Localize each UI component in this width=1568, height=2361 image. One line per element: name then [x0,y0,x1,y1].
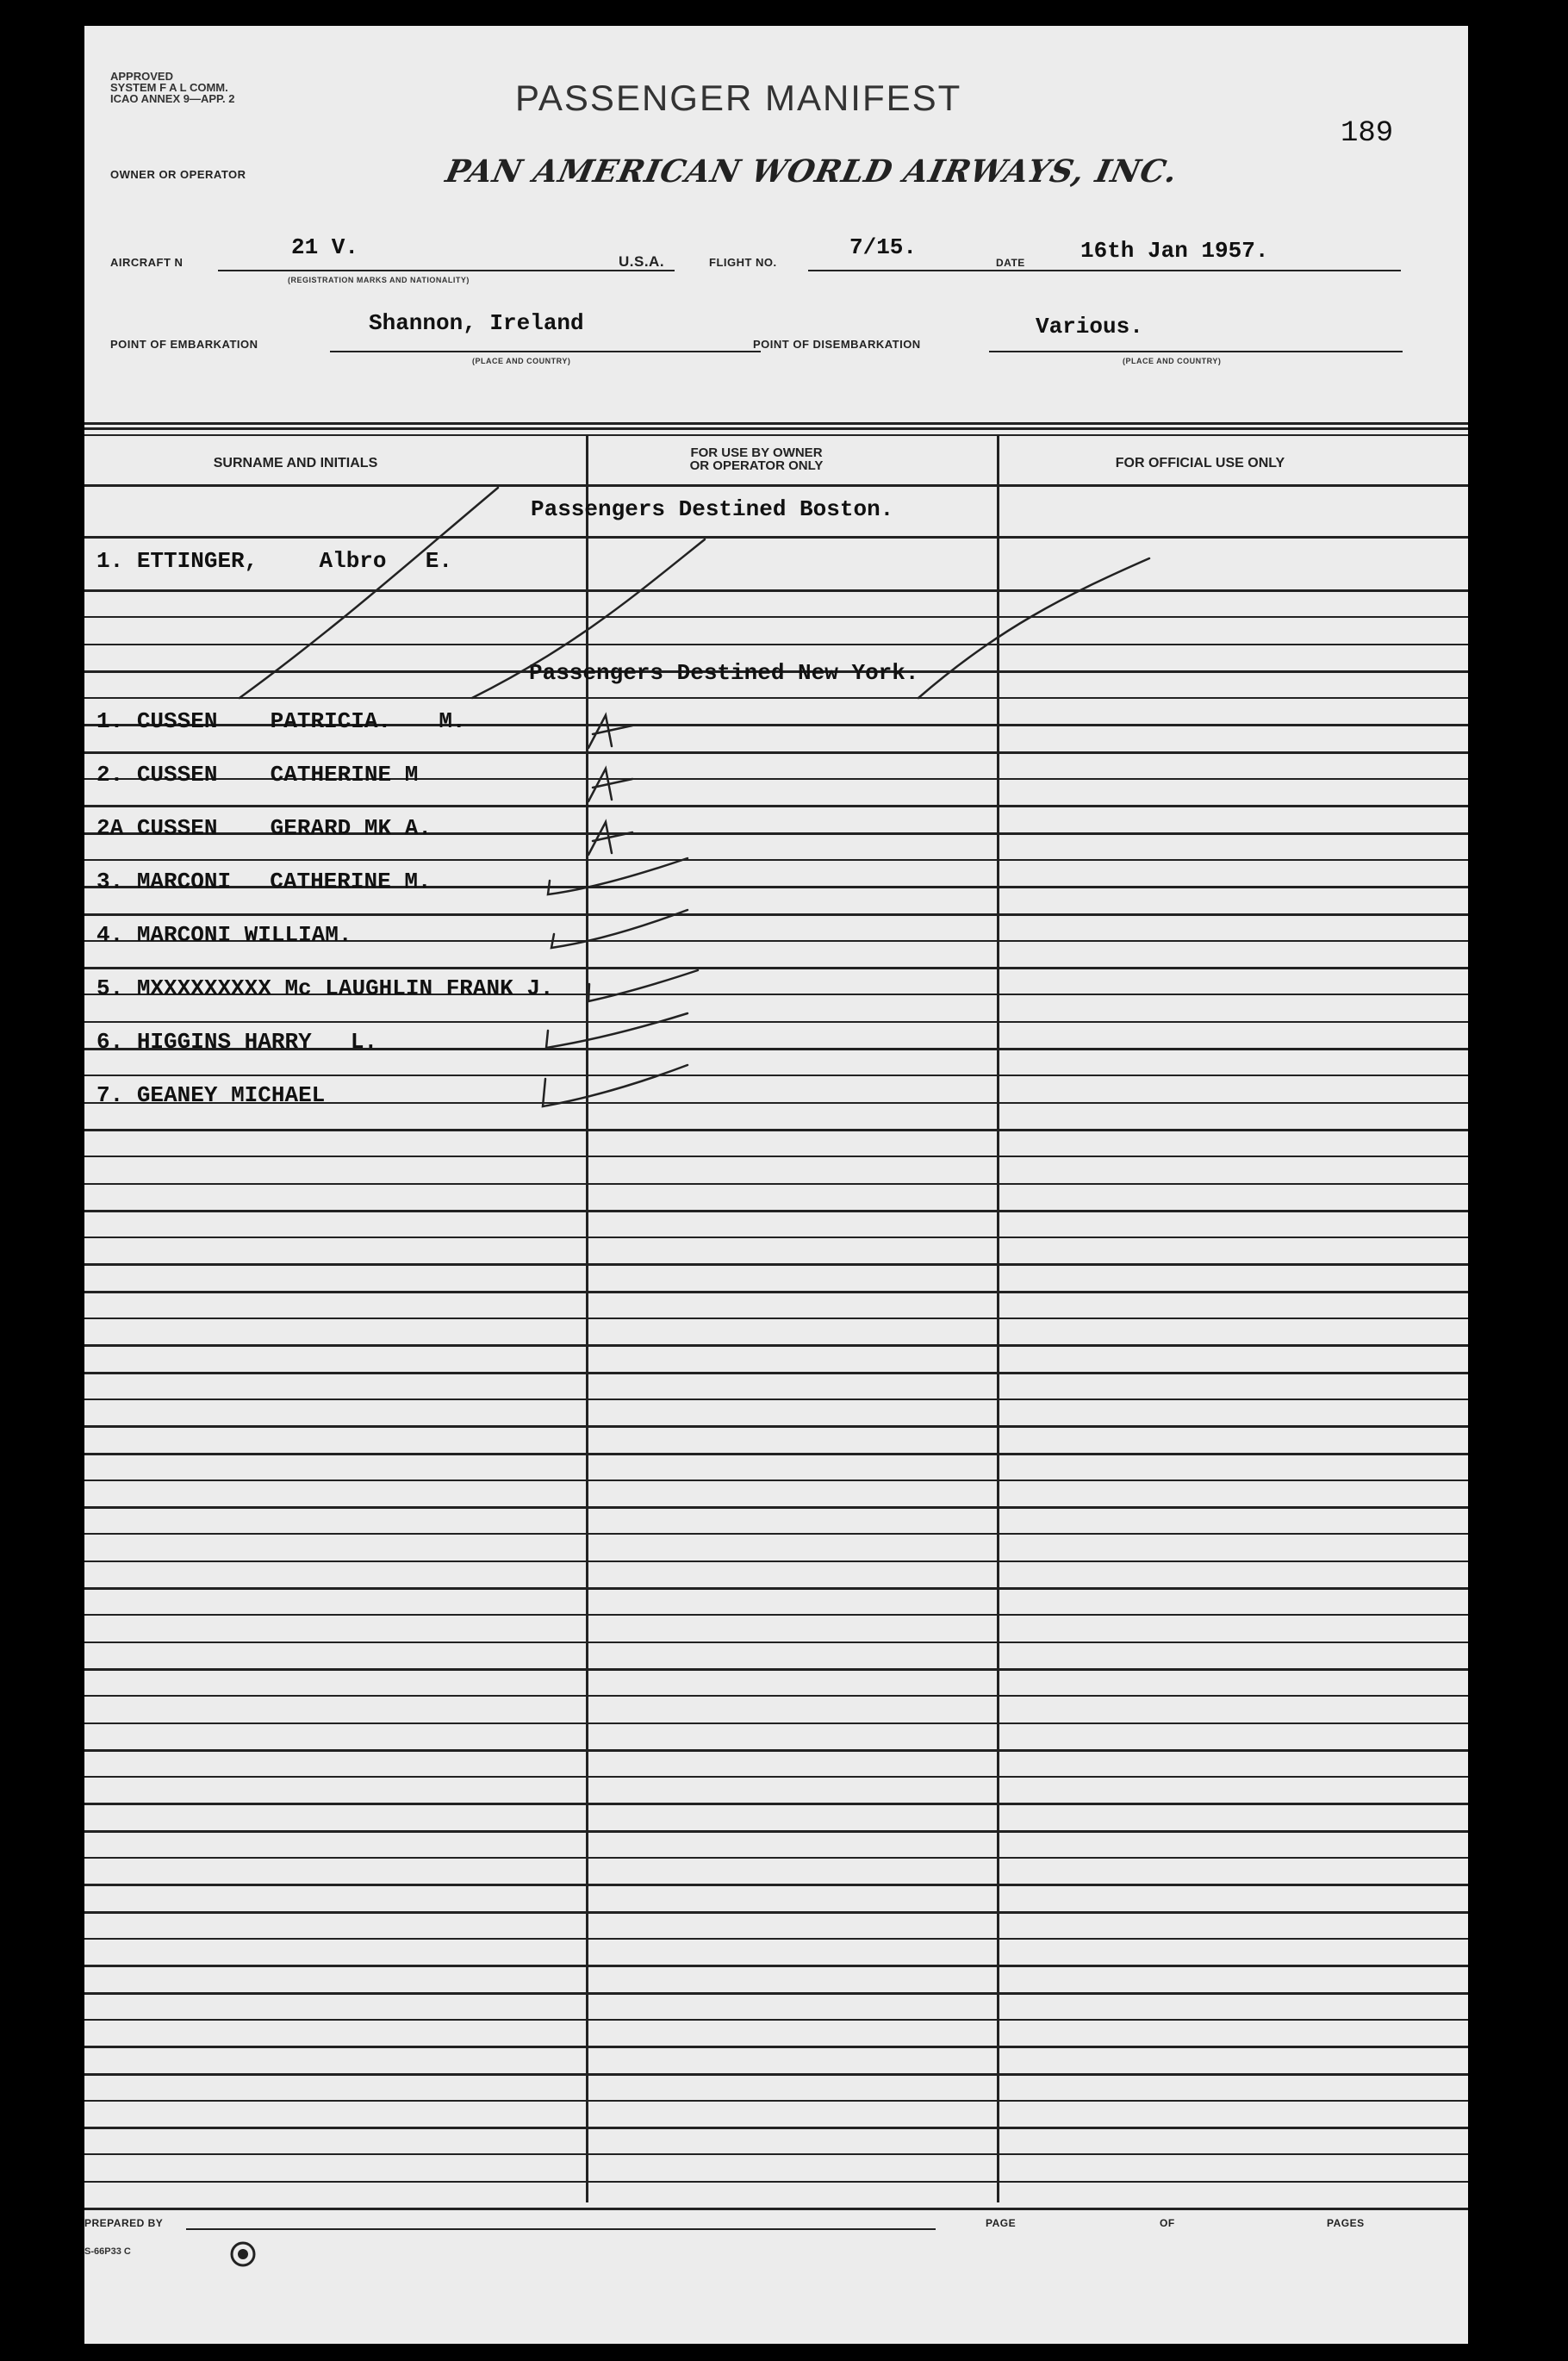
disembark-label: POINT OF DISEMBARKATION [753,338,921,351]
col-surname: SURNAME AND INITIALS [213,456,378,470]
date-value: 16th Jan 1957. [1080,238,1269,264]
col-owner-use-2: OR OPERATOR ONLY [689,458,824,473]
embark-value: Shannon, Ireland [369,310,584,336]
passenger-given-name: HARRY [244,1029,312,1055]
embark-label: POINT OF EMBARKATION [110,338,258,351]
passenger-given-name: CATHERINE [270,869,391,894]
strike-stroke-icon [918,558,1149,698]
col-owner-use-1: FOR USE BY OWNER [690,445,823,460]
pages-label: PAGES [1327,2217,1365,2229]
embark-sublabel: (PLACE AND COUNTRY) [472,357,571,365]
passenger-surname: MXXXXXXXXX Mc LAUGHLIN [136,975,433,1001]
passenger-number: 3. [96,869,124,894]
approval-line-1: APPROVED [110,70,173,83]
form-number: S-66P33 C [84,2246,131,2257]
passenger-surname: HIGGINS [136,1029,232,1055]
passenger-initial: M. [404,869,432,894]
passenger-given-name: MICHAEL [231,1082,326,1108]
passenger-number: 1. [96,548,124,574]
passenger-given-name: WILLIAM. [244,922,352,948]
passenger-surname: GEANEY [136,1082,218,1108]
passenger-initial: L. [350,1029,378,1055]
aircraft-value: 21 V. [291,234,359,260]
prepared-by-label: PREPARED BY [84,2217,164,2229]
page-title: PASSENGER MANIFEST [515,78,962,118]
disembark-value: Various. [1036,314,1143,340]
a-mark-icon [588,715,632,748]
passenger-number: 4. [96,922,124,948]
passenger-number: 1. [96,708,124,734]
passenger-surname: CUSSEN [136,708,218,734]
passenger-given-name: GERARD MK [270,815,392,841]
passenger-number: 2A [96,815,124,841]
check-mark-icon [548,858,688,894]
aircraft-label: AIRCRAFT N [110,256,184,269]
passenger-initial: M [404,762,419,788]
passenger-surname: ETTINGER, [136,548,258,574]
check-mark-icon [551,910,688,948]
passenger-number: 5. [96,975,124,1001]
passenger-number: 6. [96,1029,124,1055]
a-mark-icon [588,822,632,855]
approval-line-2: SYSTEM F A L COMM. [110,81,228,94]
passenger-given-name: Albro [319,548,387,574]
passenger-initial: J. [526,975,554,1001]
group-heading-boston: Passengers Destined Boston. [531,496,894,522]
nationality: U.S.A. [619,253,665,270]
group-heading-new-york: Passengers Destined New York. [529,660,919,686]
strike-stroke-icon [472,539,705,698]
passenger-number: 7. [96,1082,124,1108]
flight-value: 7/15. [849,234,918,260]
handwritten-marks [84,26,1468,2344]
page-number: 189 [1341,117,1394,150]
airline-name: PAN AMERICAN WORLD AIRWAYS, INC. [442,153,1182,190]
disembark-sublabel: (PLACE AND COUNTRY) [1123,357,1222,365]
manifest-sheet [84,26,1468,2344]
union-label-icon [229,2240,257,2268]
passenger-surname: MARCONI [136,869,232,894]
passenger-initial: A. [404,815,432,841]
passenger-surname: CUSSEN [136,815,218,841]
check-mark-icon [543,1065,688,1106]
aircraft-sublabel: (REGISTRATION MARKS AND NATIONALITY) [288,276,470,284]
col-official: FOR OFFICIAL USE ONLY [1115,456,1285,470]
passenger-surname: MARCONI [136,922,232,948]
passenger-initial: M. [439,708,466,734]
date-label: DATE [996,257,1025,269]
approval-line-3: ICAO ANNEX 9—APP. 2 [110,92,235,105]
owner-label: OWNER OR OPERATOR [110,168,246,181]
passenger-initial: E. [425,548,452,574]
passenger-given-name: FRANK [445,975,513,1001]
passenger-number: 2. [96,762,124,788]
strike-stroke-icon [240,488,498,698]
passenger-given-name: CATHERINE [270,762,392,788]
a-mark-icon [588,769,632,801]
page-label: PAGE [986,2217,1017,2229]
check-mark-icon [546,1013,688,1048]
check-mark-icon [588,970,698,1001]
of-label: OF [1160,2217,1175,2229]
passenger-surname: CUSSEN [136,762,218,788]
passenger-given-name: PATRICIA. [270,708,392,734]
flight-label: FLIGHT NO. [709,256,777,269]
